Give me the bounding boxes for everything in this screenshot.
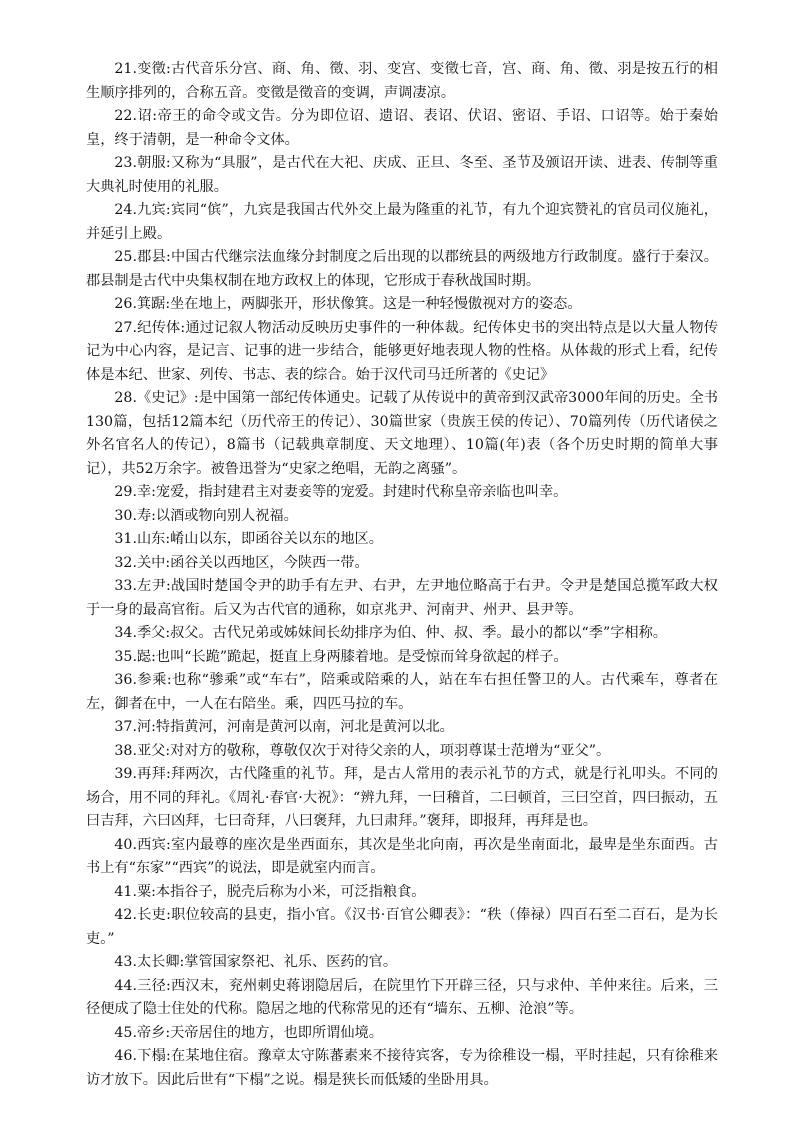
- entry-23-chaofu: 23.朝服:又称为“具服”，是古代在大祀、庆成、正旦、冬至、圣节及颁诏开读、进表、传制等重大典礼时使用的礼服。: [86, 155, 718, 195]
- entry-36-cansheng: 36.参乘:也称“骖乘”或“车右”，陪乘或陪乘的人，站在车右担任警卫的人。古代乘车，尊者在左，御者在中，一人在右陪坐。乘，四匹马拉的车。: [86, 672, 718, 712]
- entry-28-shiji: 28.《史记》:是中国第一部纪传体通史。记载了从传说中的黄帝到汉武帝3000年间的历史。全书130篇，包括12篇本纪（历代帝王的传记）、30篇世家（贵族王侯的传记）、70篇列传（历代诸侯之外名官名人的传记），8篇书（记载典章制度、天文地理）、10篇(年)表（各个历史时期的简单大事记），共52万余字。被鲁迅誉为“史家之绝唱，无韵之离骚”。: [86, 390, 718, 477]
- entry-35-ji: 35.跽:也叫“长跪”跪起，挺直上身两膝着地。是受惊而耸身欲起的样子。: [114, 648, 568, 665]
- entry-24-jiubin: 24.九宾:宾同“傧”，九宾是我国古代外交上最为隆重的礼节，有九个迎宾赞礼的官员司仪施礼，并延引上殿。: [86, 202, 718, 242]
- entry-25-junxian: 25.郡县:中国古代继宗法血缘分封制度之后出现的以郡统县的两级地方行政制度。盛行于秦汉。郡县制是古代中央集权制在地方政权上的体现，它形成于春秋战国时期。: [86, 249, 718, 289]
- entry-39-zaibai: 39.再拜:拜两次，古代隆重的礼节。拜，是古人常用的表示礼节的方式，就是行礼叩头。不同的场合，用不同的拜礼。《周礼·春官·大祝》：“辨九拜，一曰稽首，二曰顿首，三曰空首，四曰振动，五曰吉拜，六曰凶拜，七曰奇拜，八曰褒拜，九曰肃拜。”褒拜，即报拜，再拜是也。: [86, 766, 718, 829]
- entry-31-shandong: 31.山东:崤山以东，即函谷关以东的地区。: [114, 531, 383, 547]
- entry-30-shou: 30.寿:以酒或物向别人祝福。: [114, 507, 298, 524]
- entry-34-jifu: 34.季父:叔父。古代兄弟或姊妹间长幼排序为伯、仲、叔、季。最小的都以“季”字相称。: [114, 625, 667, 641]
- entry-26-jiju: 26.箕踞:坐在地上，两脚张开，形状像箕。这是一种轻慢傲视对方的姿态。: [114, 296, 582, 312]
- entry-33-zuoyin: 33.左尹:战国时楚国令尹的助手有左尹、右尹，左尹地位略高于右尹。令尹是楚国总揽军政大权于一身的最高官衔。后又为古代官的通称，如京兆尹、河南尹、州尹、县尹等。: [86, 578, 718, 618]
- entry-38-yafu: 38.亚父:对对方的敬称，尊敬仅次于对待父亲的人，项羽尊谋士范增为“亚父”。: [114, 742, 611, 759]
- document-body: [86, 58, 718, 1092]
- entry-40-xibin: 40.西宾:室内最尊的座次是坐西面东，其次是坐北向南，再次是坐南面北，最卑是坐东面西。古书上有“东家”“西宾”的说法，即是就室内而言。: [86, 836, 718, 876]
- entry-46-xiata: 46.下榻:在某地住宿。豫章太守陈蕃素来不接待宾客，专为徐稚设一榻，平时挂起，只有徐稚来访才放下。因此后世有“下榻”之说。榻是狭长而低矮的坐卧用具。: [86, 1048, 718, 1088]
- entry-43-taichangqing: 43.太长卿:掌管国家祭祀、礼乐、医药的官。: [114, 954, 398, 970]
- entry-29-xing: 29.幸:宠爱，指封建君主对妻妾等的宠爱。封建时代称皇帝亲临也叫幸。: [114, 484, 568, 500]
- entry-37-he: 37.河:特指黄河，河南是黄河以南，河北是黄河以北。: [114, 719, 454, 735]
- entry-42-changli: 42.长吏:职位较高的县吏，指小官。《汉书·百官公卿表》：“秩（俸禄）四百石至二百石，是为长吏。”: [86, 907, 718, 947]
- entry-27-jizhuanti: 27.纪传体:通过记叙人物活动反映历史事件的一种体裁。纪传体史书的突出特点是以大量人物传记为中心内容，是记言、记事的进一步结合，能够更好地表现人物的性格。从体裁的形式上看，纪传体是本纪、世家、列传、书志、表的综合。始于汉代司马迁所著的《史记》: [86, 319, 718, 383]
- entry-41-su: 41.粟:本指谷子，脱壳后称为小米，可泛指粮食。: [114, 883, 426, 900]
- entry-44-sanjing: 44.三径:西汉末，兖州刺史蒋诩隐居后，在院里竹下开辟三径，只与求仲、羊仲来往。后来，三径便成了隐士住处的代称。隐居之地的代称常见的还有“墙东、五柳、沧浪”等。: [86, 977, 718, 1017]
- entry-21-bianzhi: 21.变徵:古代音乐分宫、商、角、徵、羽、变宫、变徵七音，宫、商、角、徵、羽是按五行的相生顺序排列的，合称五音。变徵是徵音的变调，声调凄凉。: [86, 61, 718, 101]
- entry-45-dixiang: 45.帝乡:天帝居住的地方，也即所谓仙境。: [114, 1024, 383, 1041]
- entry-32-guanzhong: 32.关中:函谷关以西地区，今陕西一带。: [114, 554, 369, 571]
- entry-22-zhao: 22.诏:帝王的命令或文告。分为即位诏、遗诏、表诏、伏诏、密诏、手诏、口诏等。始于秦始皇，终于清朝，是一种命令文体。: [86, 108, 718, 148]
